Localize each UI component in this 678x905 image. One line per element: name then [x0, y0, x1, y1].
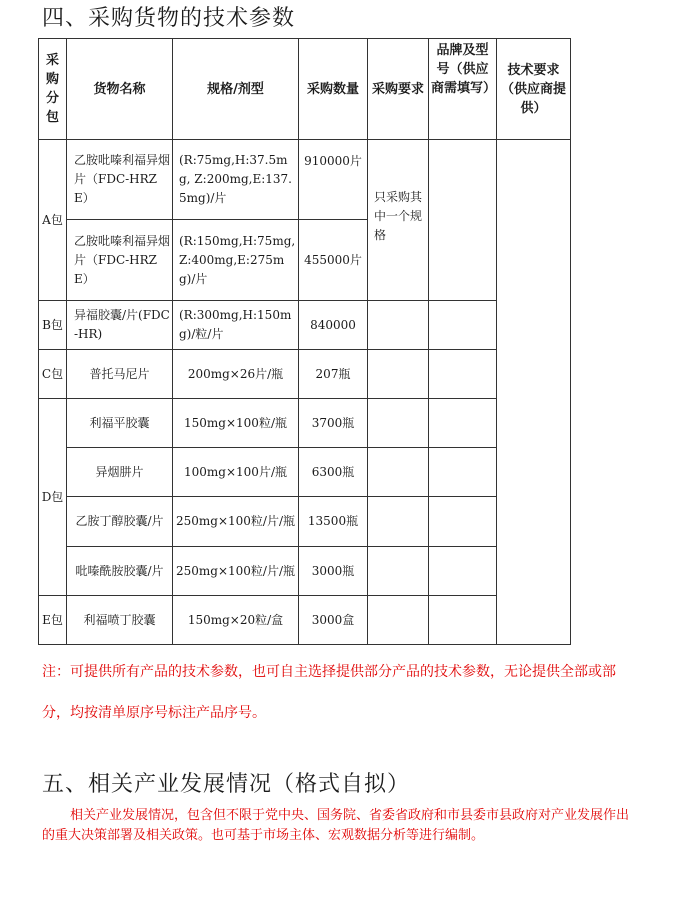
cell-brand — [429, 350, 497, 399]
cell-qty: 840000 — [299, 301, 368, 350]
cell-qty: 3000盒 — [299, 596, 368, 645]
section-4-title: 四、采购货物的技术参数 — [42, 6, 296, 31]
cell-spec: 100mg×100片/瓶 — [173, 448, 299, 497]
cell-qty: 910000片 — [299, 140, 368, 220]
section-5-title: 五、相关产业发展情况（格式自拟） — [42, 772, 411, 797]
cell-spec: (R:150mg,H:75mg, Z:400mg,E:275mg)/片 — [173, 220, 299, 301]
cell-req — [368, 497, 429, 547]
header-spec: 规格/剂型 — [173, 39, 299, 140]
table-row — [39, 350, 571, 399]
cell-spec: 250mg×100粒/片/瓶 — [173, 497, 299, 547]
package-c: C包 — [39, 350, 67, 399]
cell-name: 吡嗪酰胺胶囊/片 — [67, 547, 173, 596]
cell-qty: 3700瓶 — [299, 399, 368, 448]
cell-req — [368, 301, 429, 350]
header-brand: 品牌及型号（供应商需填写） — [429, 39, 497, 140]
cell-req — [368, 547, 429, 596]
table-row — [39, 497, 571, 547]
cell-brand — [429, 448, 497, 497]
table-row — [39, 547, 571, 596]
cell-spec: (R:75mg,H:37.5mg, Z:200mg,E:137.5mg)/片 — [173, 140, 299, 220]
package-e: E包 — [39, 596, 67, 645]
cell-name: 异烟肼片 — [67, 448, 173, 497]
cell-name: 异福胶囊/片(FDC-HR) — [67, 301, 173, 350]
cell-tech — [497, 140, 571, 645]
table-row — [39, 301, 571, 350]
table-row — [39, 448, 571, 497]
cell-req — [368, 399, 429, 448]
table-header-row — [39, 39, 571, 140]
cell-req — [368, 596, 429, 645]
table-note: 注：可提供所有产品的技术参数，也可自主选择提供部分产品的技术参数，无论提供全部或部分，均按清单原序号标注产品序号。 — [42, 664, 616, 721]
cell-req — [368, 350, 429, 399]
cell-req — [368, 448, 429, 497]
cell-qty: 207瓶 — [299, 350, 368, 399]
cell-name: 乙胺丁醇胶囊/片 — [67, 497, 173, 547]
table-row — [39, 140, 571, 220]
cell-qty: 6300瓶 — [299, 448, 368, 497]
package-d: D包 — [39, 399, 67, 596]
cell-name: 乙胺吡嗪利福异烟片（FDC-HRZE） — [67, 140, 173, 220]
cell-qty: 3000瓶 — [299, 547, 368, 596]
cell-qty: 455000片 — [299, 220, 368, 301]
cell-brand — [429, 399, 497, 448]
cell-qty: 13500瓶 — [299, 497, 368, 547]
package-b: B包 — [39, 301, 67, 350]
procurement-spec-table — [38, 38, 571, 645]
table-row — [39, 596, 571, 645]
cell-name: 乙胺吡嗪利福异烟片（FDC-HRZE） — [67, 220, 173, 301]
cell-brand — [429, 596, 497, 645]
cell-spec: 150mg×20粒/盒 — [173, 596, 299, 645]
cell-brand — [429, 547, 497, 596]
cell-brand — [429, 140, 497, 301]
cell-spec: 250mg×100粒/片/瓶 — [173, 547, 299, 596]
package-a: A包 — [39, 140, 67, 301]
cell-name: 利福平胶囊 — [67, 399, 173, 448]
package-a-requirement: 只采购其中一个规格 — [368, 140, 429, 301]
cell-spec: (R:300mg,H:150mg)/粒/片 — [173, 301, 299, 350]
header-tech: 技术要求（供应商提供） — [497, 39, 571, 140]
cell-brand — [429, 497, 497, 547]
cell-name: 普托马尼片 — [67, 350, 173, 399]
cell-spec: 150mg×100粒/瓶 — [173, 399, 299, 448]
table-row — [39, 399, 571, 448]
cell-name: 利福喷丁胶囊 — [67, 596, 173, 645]
section-5-paragraph: 相关产业发展情况，包含但不限于党中央、国务院、省委省政府和市县委市县政府对产业发展作出的重大决策部署及相关政策。也可基于市场主体、宏观数据分析等进行编制。 — [42, 808, 630, 843]
header-qty: 采购数量 — [299, 39, 368, 140]
header-name: 货物名称 — [67, 39, 173, 140]
header-package: 采购分包 — [39, 39, 67, 140]
cell-brand — [429, 301, 497, 350]
cell-spec: 200mg×26片/瓶 — [173, 350, 299, 399]
header-req: 采购要求 — [368, 39, 429, 140]
